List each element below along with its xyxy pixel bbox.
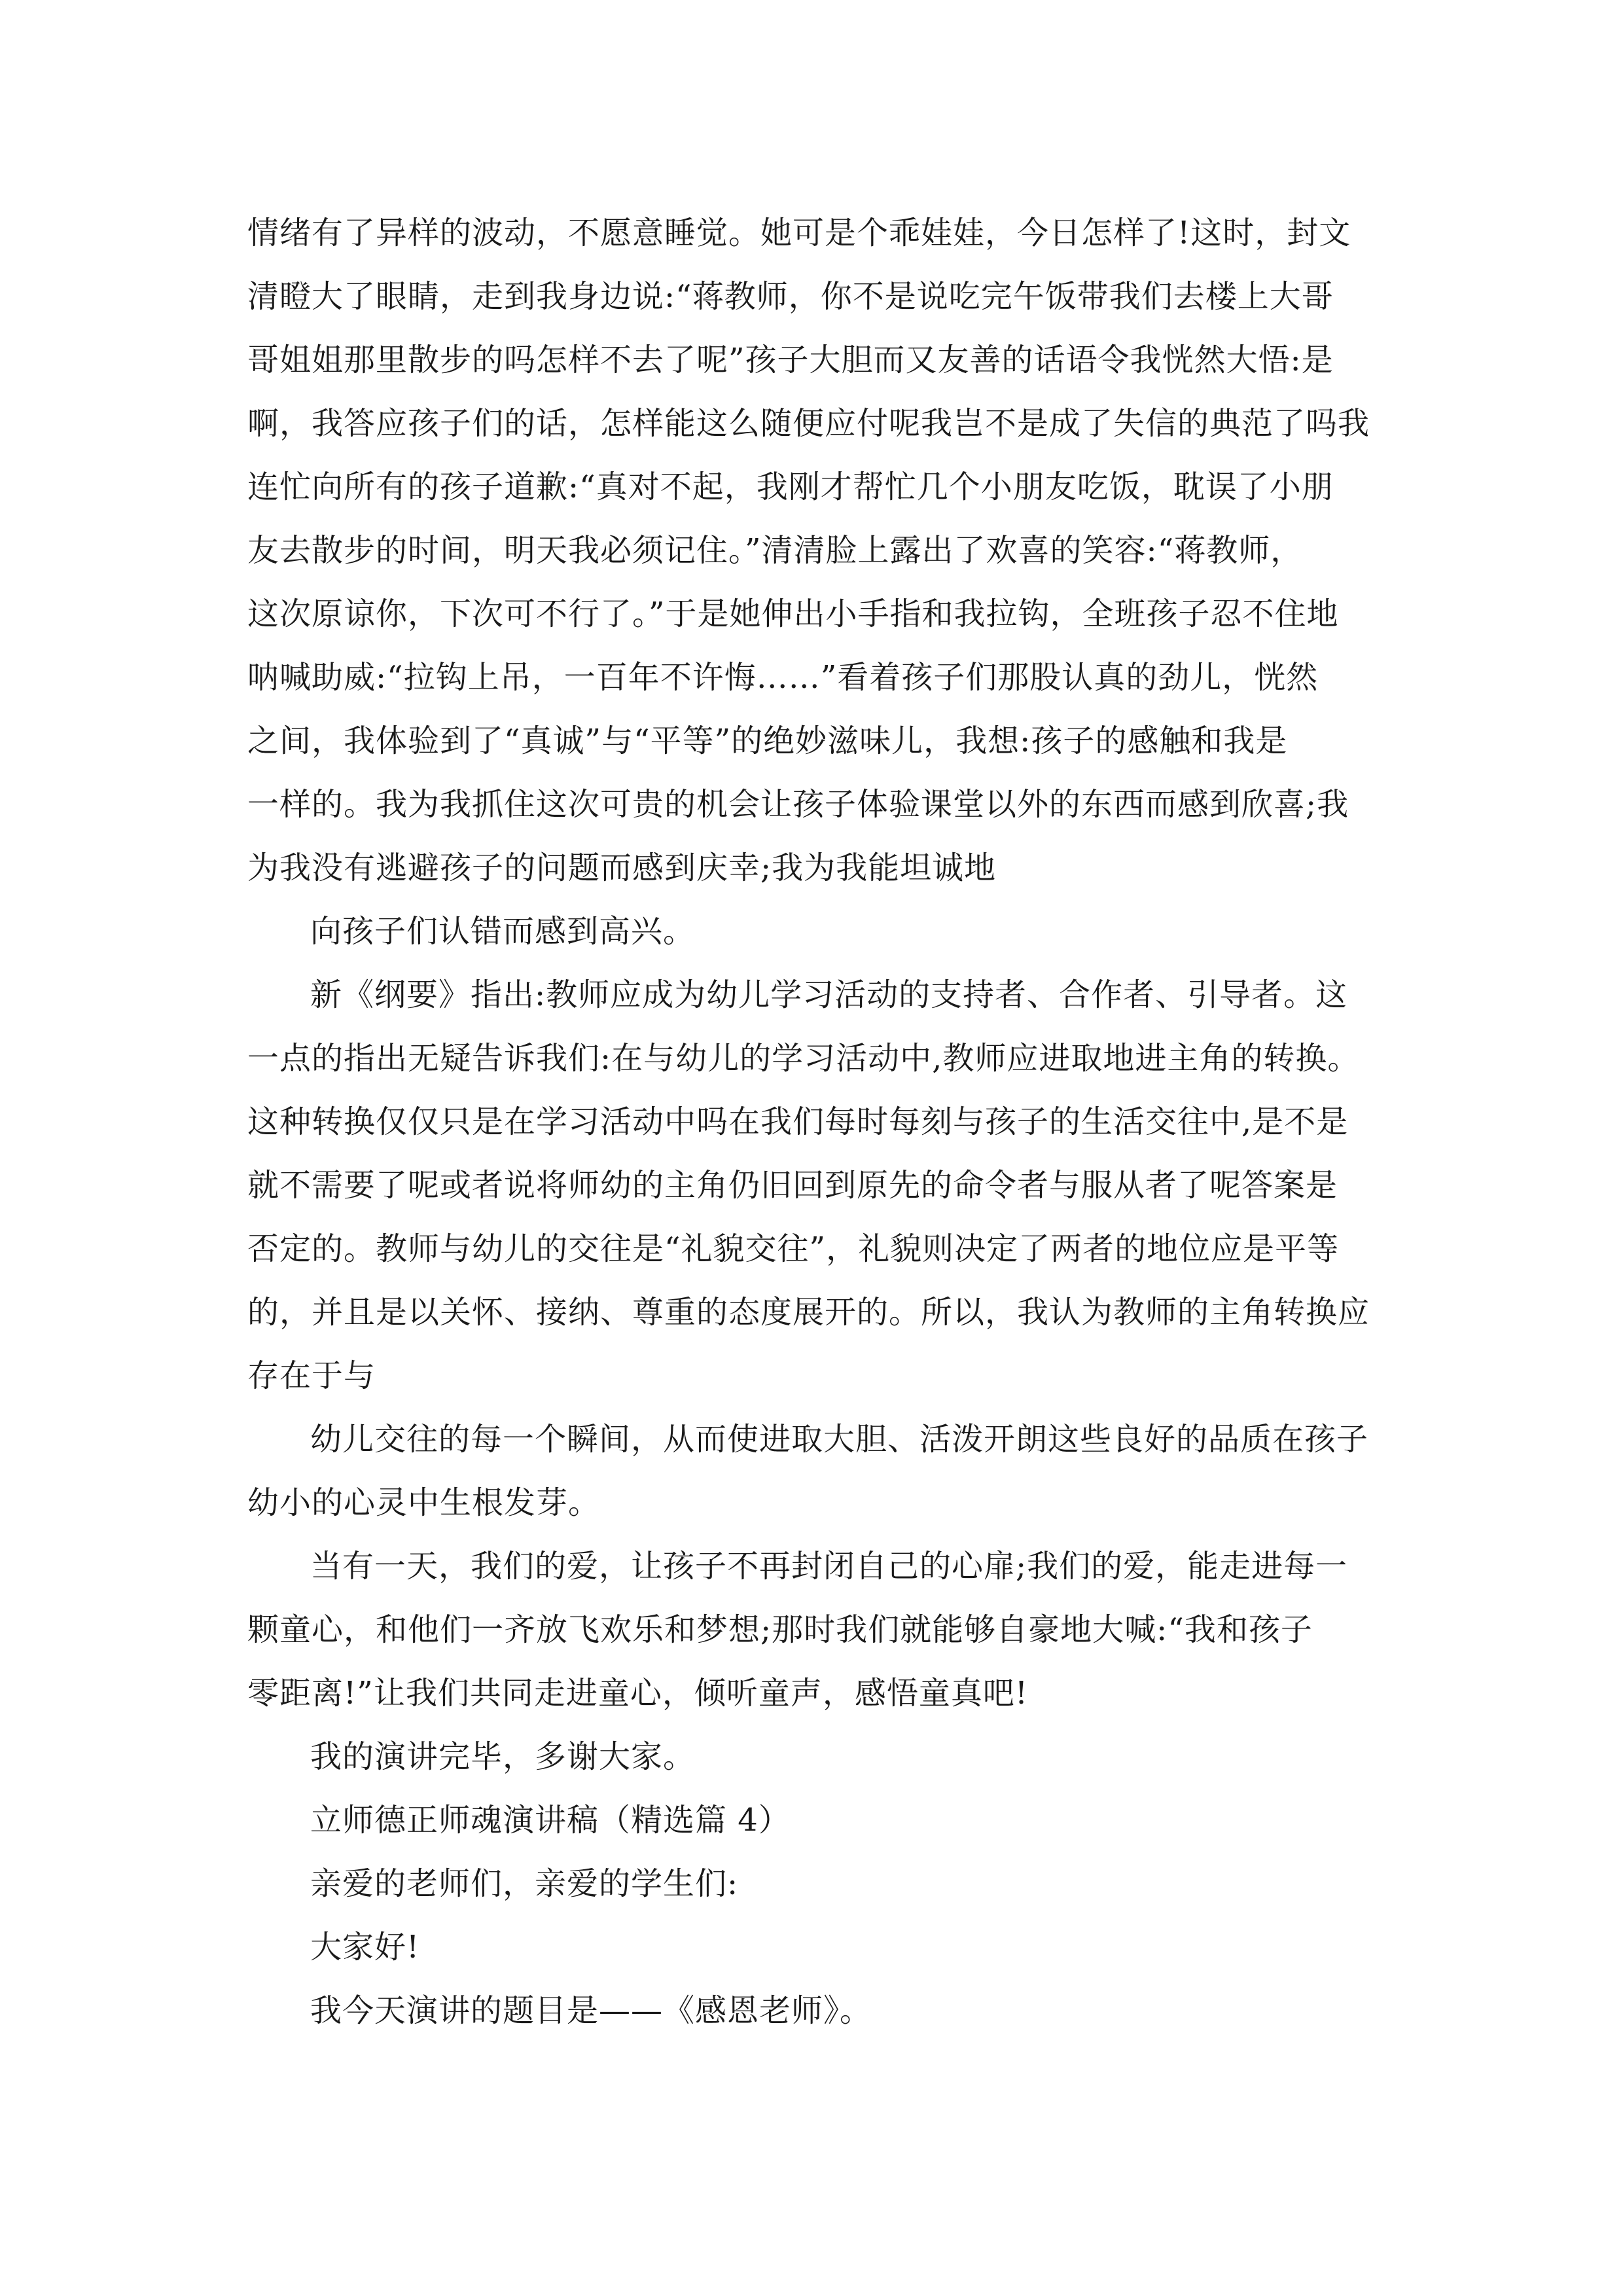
section-title: [247, 1789, 1376, 1852]
paragraph-closing: [247, 1725, 1376, 1789]
document-body: [247, 202, 1376, 2043]
text-line: 呐喊助威:“拉钩上吊，一百年不许悔……”看着孩子们那股认真的劲儿，恍然: [247, 659, 1319, 696]
text-line: 大家好!: [310, 1929, 420, 1965]
paragraph-guidelines: [247, 963, 1376, 1408]
speech-topic: [247, 1979, 1376, 2043]
paragraph: [247, 1408, 1376, 1535]
text-line: 否定的。教师与幼儿的交往是“礼貌交往”，礼貌则决定了两者的地位应是平等: [247, 1230, 1340, 1267]
paragraph-continuation: [247, 202, 1376, 900]
text-line: 清瞪大了眼睛，走到我身边说:“蒋教师，你不是说吃完午饭带我们去楼上大哥: [247, 278, 1334, 315]
text-line: 当有一天，我们的爱，让孩子不再封闭自己的心扉;我们的爱，能走进每一: [310, 1548, 1348, 1585]
text-line: 情绪有了异样的波动，不愿意睡觉。她可是个乖娃娃，今日怎样了!这时，封文: [247, 215, 1351, 251]
text-line: 啊，我答应孩子们的话，怎样能这么随便应付呢我岂不是成了失信的典范了吗我: [247, 405, 1370, 442]
text-line: 的，并且是以关怀、接纳、尊重的态度展开的。所以，我认为教师的主角转换应: [247, 1294, 1370, 1331]
text-line: 这次原谅你，下次可不行了。”于是她伸出小手指和我拉钩，全班孩子忍不住地: [247, 596, 1339, 632]
text-line: 幼小的心灵中生根发芽。: [247, 1484, 601, 1521]
text-line: 哥姐姐那里散步的吗怎样不去了呢”孩子大胆而又友善的话语令我恍然大悟:是: [247, 342, 1334, 378]
text-line: 这种转换仅仅只是在学习活动中吗在我们每时每刻与孩子的生活交往中,是不是: [247, 1103, 1349, 1140]
text-line: 亲爱的老师们，亲爱的学生们:: [310, 1865, 739, 1902]
text-line: 新《纲要》指出:教师应成为幼儿学习活动的支持者、合作者、引导者。这: [310, 977, 1348, 1013]
text-line: 立师德正师魂演讲稿（精选篇 4）: [310, 1802, 791, 1839]
text-line: 幼儿交往的每一个瞬间，从而使进取大胆、活泼开朗这些良好的品质在孩子: [310, 1421, 1369, 1458]
salutation: [247, 1852, 1376, 1916]
text-line: 之间，我体验到了“真诚”与“平等”的绝妙滋味儿，我想:孩子的感触和我是: [247, 723, 1288, 759]
paragraph: [247, 900, 1376, 963]
text-line: 就不需要了呢或者说将师幼的主角仍旧回到原先的命令者与服从者了呢答案是: [247, 1167, 1338, 1204]
text-line: 我今天演讲的题目是——《感恩老师》。: [310, 1992, 872, 2029]
text-line: 存在于与: [247, 1357, 376, 1394]
text-line: 一样的。我为我抓住这次可贵的机会让孩子体验课堂以外的东西而感到欣喜;我: [247, 786, 1349, 823]
text-line: 零距离!”让我们共同走进童心，倾听童声，感悟童真吧!: [247, 1675, 1029, 1712]
text-line: 向孩子们认错而感到高兴。: [310, 913, 696, 950]
text-line: 一点的指出无疑告诉我们:在与幼儿的学习活动中,教师应进取地进主角的转换。: [247, 1040, 1360, 1077]
greeting: [247, 1916, 1376, 1979]
text-line: 颗童心，和他们一齐放飞欢乐和梦想;那时我们就能够自豪地大喊:“我和孩子: [247, 1611, 1313, 1648]
text-line: 为我没有逃避孩子的问题而感到庆幸;我为我能坦诚地: [247, 850, 997, 886]
text-line: 友去散步的时间，明天我必须记住。”清清脸上露出了欢喜的笑容:“蒋教师，: [247, 532, 1303, 569]
text-line: 连忙向所有的孩子道歉:“真对不起，我刚才帮忙几个小朋友吃饭，耽误了小朋: [247, 469, 1334, 505]
paragraph: [247, 1535, 1376, 1725]
text-line: 我的演讲完毕，多谢大家。: [310, 1738, 696, 1775]
